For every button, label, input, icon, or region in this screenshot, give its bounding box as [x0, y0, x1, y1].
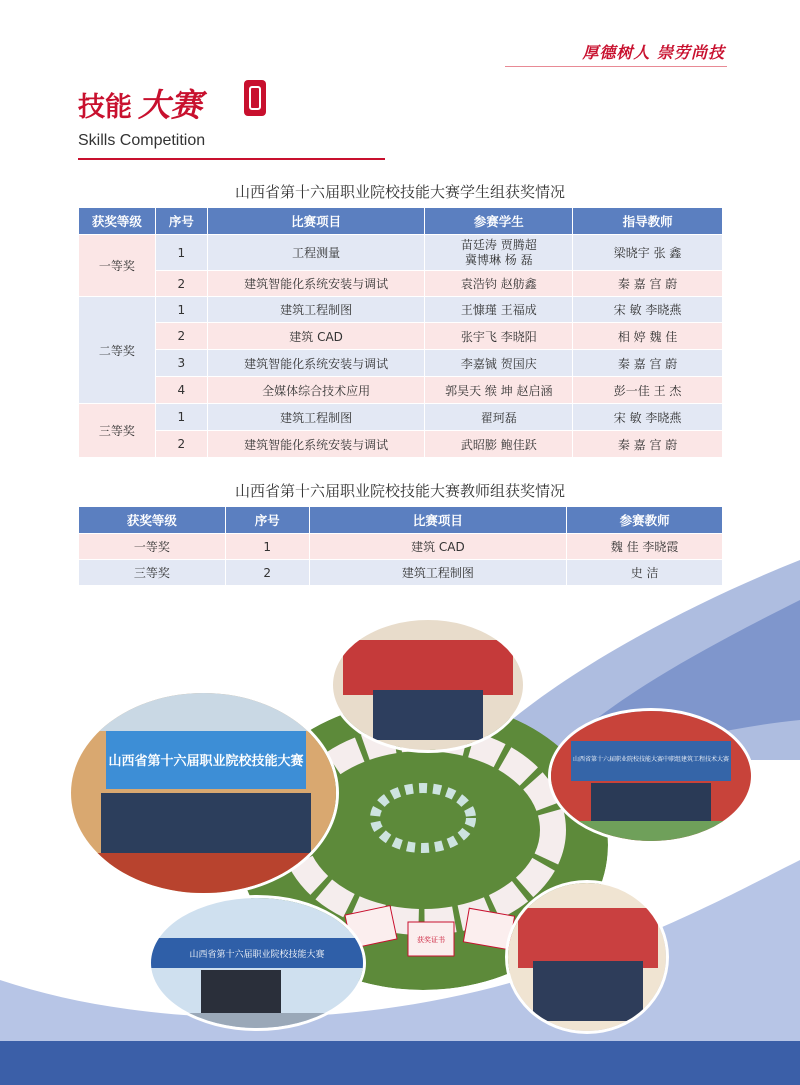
- award-level: 一等奖: [79, 534, 226, 560]
- table-row: [79, 297, 723, 323]
- header-cell: 参赛教师: [567, 507, 723, 534]
- motto: 厚德树人 崇劳尚技: [582, 43, 725, 62]
- student-names: 苗廷涛 贾腾超: [460, 237, 537, 252]
- project-name: 建筑智能化系统安装与调试: [207, 350, 425, 377]
- header-cell: 序号: [225, 507, 309, 534]
- teacher-names: 相 婷 魏 佳: [573, 323, 723, 350]
- row-number: 1: [155, 404, 207, 431]
- project-name: 建筑工程制图: [309, 560, 567, 586]
- student-names: 李嘉铖 贺国庆: [425, 350, 573, 377]
- award-level: 三等奖: [79, 560, 226, 586]
- row-number: 2: [225, 560, 309, 586]
- photo-scene-right: [551, 711, 751, 841]
- section-subtitle: Skills Competition: [78, 132, 206, 149]
- table-row: [79, 404, 723, 431]
- student-names: 王慷瑾 王福成: [425, 297, 573, 323]
- banner-text: 山西省第十六届职业院校技能大赛: [189, 950, 325, 960]
- table-row: [79, 534, 723, 560]
- header-cell: 比赛项目: [207, 208, 425, 235]
- teacher-names: 魏 佳 李晓霞: [567, 534, 723, 560]
- header-cell: 获奖等级: [79, 208, 156, 235]
- students-cell: [425, 235, 573, 271]
- team-photo-left: [68, 690, 339, 896]
- row-number: 2: [155, 431, 207, 458]
- project-name: 建筑 CAD: [207, 323, 425, 350]
- team-photo-bottom-right: [505, 880, 669, 1034]
- table-row: [79, 323, 723, 350]
- team-group: [533, 961, 643, 1021]
- stage-backdrop: [518, 908, 658, 968]
- header-cell: 参赛学生: [425, 208, 573, 235]
- table-row: [79, 377, 723, 404]
- teacher-names: 宋 敏 李晓燕: [573, 404, 723, 431]
- team-group: [201, 970, 281, 1018]
- row-number: 2: [155, 271, 207, 297]
- header-cell: 指导教师: [573, 208, 723, 235]
- student-table-title: 山西省第十六届职业院校技能大赛学生组获奖情况: [234, 183, 565, 201]
- section-title-part-2: 大赛: [138, 86, 203, 124]
- header-cell: 比赛项目: [309, 507, 567, 534]
- row-number: 4: [155, 377, 207, 404]
- award-level: 三等奖: [79, 404, 156, 458]
- teacher-names: 秦 嘉 宫 蔚: [573, 431, 723, 458]
- team-photo-bottom-left: [148, 895, 366, 1031]
- team-group: [101, 793, 311, 853]
- team-photo-right: [548, 708, 754, 844]
- banner-text: 山西省第十六届职业院校技能大赛: [108, 754, 304, 769]
- row-number: 1: [155, 297, 207, 323]
- student-names: 袁浩钧 赵舫鑫: [425, 271, 573, 297]
- row-number: 2: [155, 323, 207, 350]
- award-level: 二等奖: [79, 297, 156, 404]
- award-level: 一等奖: [79, 235, 156, 297]
- photo-scene-top: [333, 620, 523, 750]
- table-header-row: [79, 208, 723, 235]
- cloud-seal-icon: [244, 80, 266, 116]
- section-title-part-1: 技能: [78, 92, 132, 123]
- motto-divider: [505, 66, 727, 67]
- photo-scene-left: [71, 693, 336, 893]
- student-names: 武昭膨 鲍佳跃: [425, 431, 573, 458]
- teacher-table-title: 山西省第十六届职业院校技能大赛教师组获奖情况: [234, 482, 565, 500]
- banner-text: 山西省第十六届职业院校技能大赛中职组建筑工程技术大赛: [572, 756, 730, 763]
- stage-backdrop: [343, 640, 513, 695]
- student-names: 翟珂磊: [425, 404, 573, 431]
- teacher-names: 史 洁: [567, 560, 723, 586]
- project-name: 建筑工程制图: [207, 297, 425, 323]
- project-name: 建筑智能化系统安装与调试: [207, 431, 425, 458]
- table-header-row: [79, 507, 723, 534]
- row-number: 3: [155, 350, 207, 377]
- team-group: [591, 783, 711, 823]
- project-name: 工程测量: [207, 235, 425, 271]
- team-photo-top: [330, 617, 526, 753]
- teacher-names: 秦 嘉 宫 蔚: [573, 350, 723, 377]
- student-names: 冀博琳 杨 磊: [464, 252, 533, 267]
- section-title: [78, 80, 202, 126]
- project-name: 建筑 CAD: [309, 534, 567, 560]
- header-cell: 序号: [155, 208, 207, 235]
- photo-scene-bottom-right: [508, 883, 666, 1031]
- project-name: 建筑工程制图: [207, 404, 425, 431]
- student-names: 张宇飞 李晓阳: [425, 323, 573, 350]
- student-names: 郭昊天 缑 坤 赵启涵: [425, 377, 573, 404]
- certificate-title: 获奖证书: [417, 936, 445, 944]
- teacher-names: 宋 敏 李晓燕: [573, 297, 723, 323]
- table-row: [79, 431, 723, 458]
- table-row: [79, 271, 723, 297]
- header-cell: 获奖等级: [79, 507, 226, 534]
- student-awards-table: [78, 207, 723, 458]
- subtitle-divider: [78, 158, 385, 160]
- footer-bar: [0, 1041, 800, 1085]
- teacher-names: 梁晓宇 张 鑫: [573, 235, 723, 271]
- table-row: [79, 350, 723, 377]
- project-name: 全媒体综合技术应用: [207, 377, 425, 404]
- teacher-names: 彭一佳 王 杰: [573, 377, 723, 404]
- table-row: [79, 235, 723, 271]
- photo-scene-bottom-left: [151, 898, 363, 1028]
- team-group: [373, 690, 483, 740]
- project-name: 建筑智能化系统安装与调试: [207, 271, 425, 297]
- teacher-names: 秦 嘉 宫 蔚: [573, 271, 723, 297]
- row-number: 1: [155, 235, 207, 271]
- row-number: 1: [225, 534, 309, 560]
